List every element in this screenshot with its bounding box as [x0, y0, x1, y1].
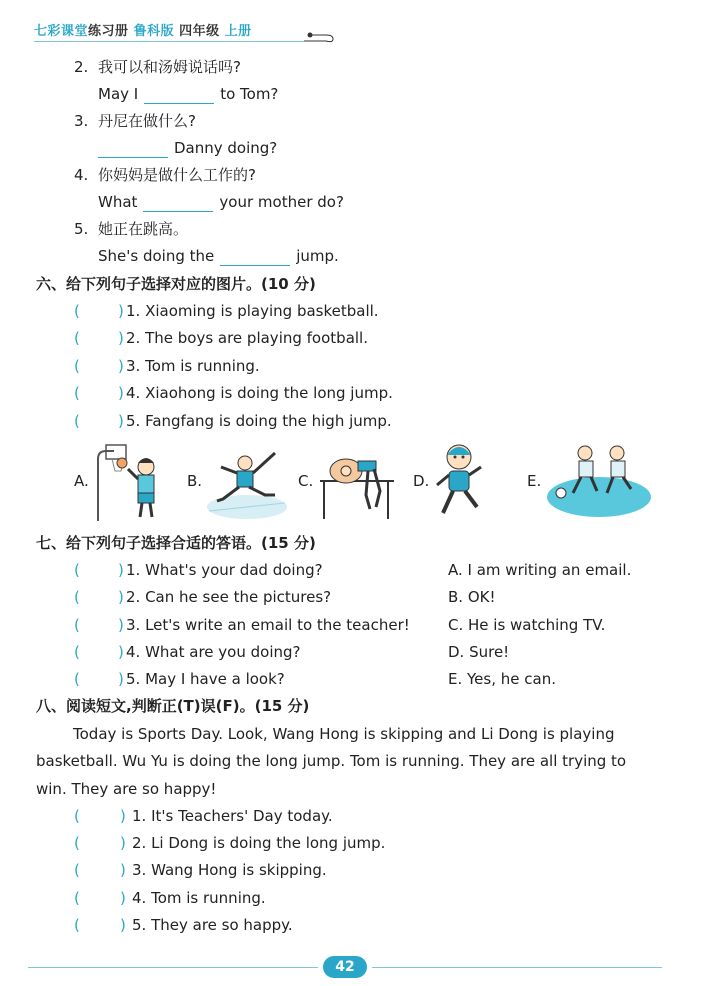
- section5-item-english-row: [98, 138, 277, 158]
- s7-answer-paren-close: ): [118, 588, 124, 606]
- section8-statement: 5. They are so happy.: [132, 916, 293, 934]
- section8-statement: 1. It's Teachers' Day today.: [132, 807, 333, 825]
- header-volume: 上册: [224, 24, 252, 39]
- passage-line: Today is Sports Day. Look, Wang Hong is skipping and Li Dong is playing: [73, 725, 615, 743]
- s7-answer-paren-open[interactable]: (: [74, 670, 80, 688]
- answer-blank[interactable]: [98, 139, 168, 158]
- section5-item-number: 5.: [74, 220, 89, 238]
- header-ornament-icon: [304, 29, 334, 47]
- header-book: 练习册: [88, 24, 129, 39]
- header-grade: 四年级: [179, 24, 220, 39]
- header-series: 七彩课堂: [34, 24, 89, 39]
- high-jump-picture: [316, 441, 398, 521]
- section8-statement: 4. Tom is running.: [132, 889, 266, 907]
- section5-item-number: 3.: [74, 112, 89, 130]
- football-boys-picture: [545, 441, 653, 521]
- basketball-boy-picture: [92, 441, 172, 521]
- s6-answer-paren-open[interactable]: (: [74, 384, 80, 402]
- section5-item-number: 2.: [74, 58, 89, 76]
- s7-answer-paren-close: ): [118, 561, 124, 579]
- s8-judge-paren-open[interactable]: (: [74, 916, 80, 934]
- footer-line-left: [28, 967, 318, 968]
- section5-item-english-row: [98, 192, 344, 212]
- answer-blank[interactable]: [144, 85, 214, 104]
- s6-answer-paren-close: ): [118, 357, 124, 375]
- pic-label-e: E.: [527, 472, 542, 490]
- section6-sentence: 5. Fangfang is doing the high jump.: [126, 412, 392, 430]
- s8-judge-paren-open[interactable]: (: [74, 834, 80, 852]
- s6-answer-paren-open[interactable]: (: [74, 329, 80, 347]
- s8-judge-paren-close: ): [120, 834, 126, 852]
- section5-item-chinese: 她正在跳高。: [98, 220, 189, 238]
- section5-suffix: jump.: [296, 247, 339, 265]
- s6-answer-paren-close: ): [118, 302, 124, 320]
- section6-sentence: 3. Tom is running.: [126, 357, 260, 375]
- s8-judge-paren-close: ): [120, 889, 126, 907]
- pic-label-d: D.: [413, 472, 430, 490]
- s8-judge-paren-close: ): [120, 916, 126, 934]
- section5-item-number: 4.: [74, 166, 89, 184]
- section8-title: 八、阅读短文,判断正(T)误(F)。(15 分): [36, 697, 310, 715]
- s6-answer-paren-open[interactable]: (: [74, 412, 80, 430]
- long-jump-picture: [205, 441, 290, 521]
- s6-answer-paren-close: ): [118, 412, 124, 430]
- section5-item-english-row: [98, 246, 339, 266]
- s8-judge-paren-close: ): [120, 807, 126, 825]
- footer-line-right: [372, 967, 662, 968]
- section5-prefix: May I: [98, 85, 139, 103]
- s6-answer-paren-close: ): [118, 329, 124, 347]
- section7-question: 1. What's your dad doing?: [126, 561, 323, 579]
- section5-item-chinese: 你妈妈是做什么工作的?: [98, 166, 256, 184]
- s7-answer-paren-open[interactable]: (: [74, 616, 80, 634]
- page-header: [34, 20, 252, 39]
- s7-answer-paren-close: ): [118, 670, 124, 688]
- section7-question: 2. Can he see the pictures?: [126, 588, 332, 606]
- pic-label-b: B.: [187, 472, 203, 490]
- section6-sentence: 2. The boys are playing football.: [126, 329, 368, 347]
- section5-item-chinese: 丹尼在做什么?: [98, 112, 196, 130]
- section7-answer-option: B. OK!: [448, 588, 496, 606]
- section5-suffix: your mother do?: [219, 193, 344, 211]
- s7-answer-paren-close: ): [118, 643, 124, 661]
- section7-title: 七、给下列句子选择合适的答语。(15 分): [36, 534, 316, 552]
- s7-answer-paren-close: ): [118, 616, 124, 634]
- section6-sentence: 1. Xiaoming is playing basketball.: [126, 302, 379, 320]
- header-edition: 鲁科版: [133, 24, 175, 39]
- section5-suffix: to Tom?: [220, 85, 279, 103]
- running-boy-picture: [431, 441, 491, 521]
- s6-answer-paren-open[interactable]: (: [74, 357, 80, 375]
- section7-answer-option: D. Sure!: [448, 643, 510, 661]
- pic-label-c: C.: [298, 472, 314, 490]
- section8-statement: 2. Li Dong is doing the long jump.: [132, 834, 386, 852]
- section5-prefix: She's doing the: [98, 247, 215, 265]
- s6-answer-paren-close: ): [118, 384, 124, 402]
- section8-statement: 3. Wang Hong is skipping.: [132, 861, 327, 879]
- section7-answer-option: A. I am writing an email.: [448, 561, 632, 579]
- pic-label-a: A.: [74, 472, 89, 490]
- answer-blank[interactable]: [220, 247, 290, 266]
- section7-answer-option: C. He is watching TV.: [448, 616, 606, 634]
- section7-question: 4. What are you doing?: [126, 643, 301, 661]
- section7-question: 5. May I have a look?: [126, 670, 285, 688]
- passage-line: win. They are so happy!: [36, 780, 217, 798]
- s7-answer-paren-open[interactable]: (: [74, 588, 80, 606]
- section5-item-english-row: [98, 84, 278, 104]
- section7-question: 3. Let's write an email to the teacher!: [126, 616, 410, 634]
- section5-suffix: Danny doing?: [174, 139, 278, 157]
- s7-answer-paren-open[interactable]: (: [74, 561, 80, 579]
- s6-answer-paren-open[interactable]: (: [74, 302, 80, 320]
- section7-answer-option: E. Yes, he can.: [448, 670, 556, 688]
- section6-title: 六、给下列句子选择对应的图片。(10 分): [36, 275, 316, 293]
- s8-judge-paren-open[interactable]: (: [74, 807, 80, 825]
- s8-judge-paren-open[interactable]: (: [74, 861, 80, 879]
- s8-judge-paren-open[interactable]: (: [74, 889, 80, 907]
- passage-line: basketball. Wu Yu is doing the long jump. Tom is running. They are all trying to: [36, 752, 627, 770]
- header-underline: [34, 41, 304, 42]
- section5-item-chinese: 我可以和汤姆说话吗?: [98, 58, 241, 76]
- page-number: 42: [323, 956, 367, 978]
- section5-prefix: What: [98, 193, 138, 211]
- s7-answer-paren-open[interactable]: (: [74, 643, 80, 661]
- section6-sentence: 4. Xiaohong is doing the long jump.: [126, 384, 393, 402]
- s8-judge-paren-close: ): [120, 861, 126, 879]
- answer-blank[interactable]: [143, 193, 213, 212]
